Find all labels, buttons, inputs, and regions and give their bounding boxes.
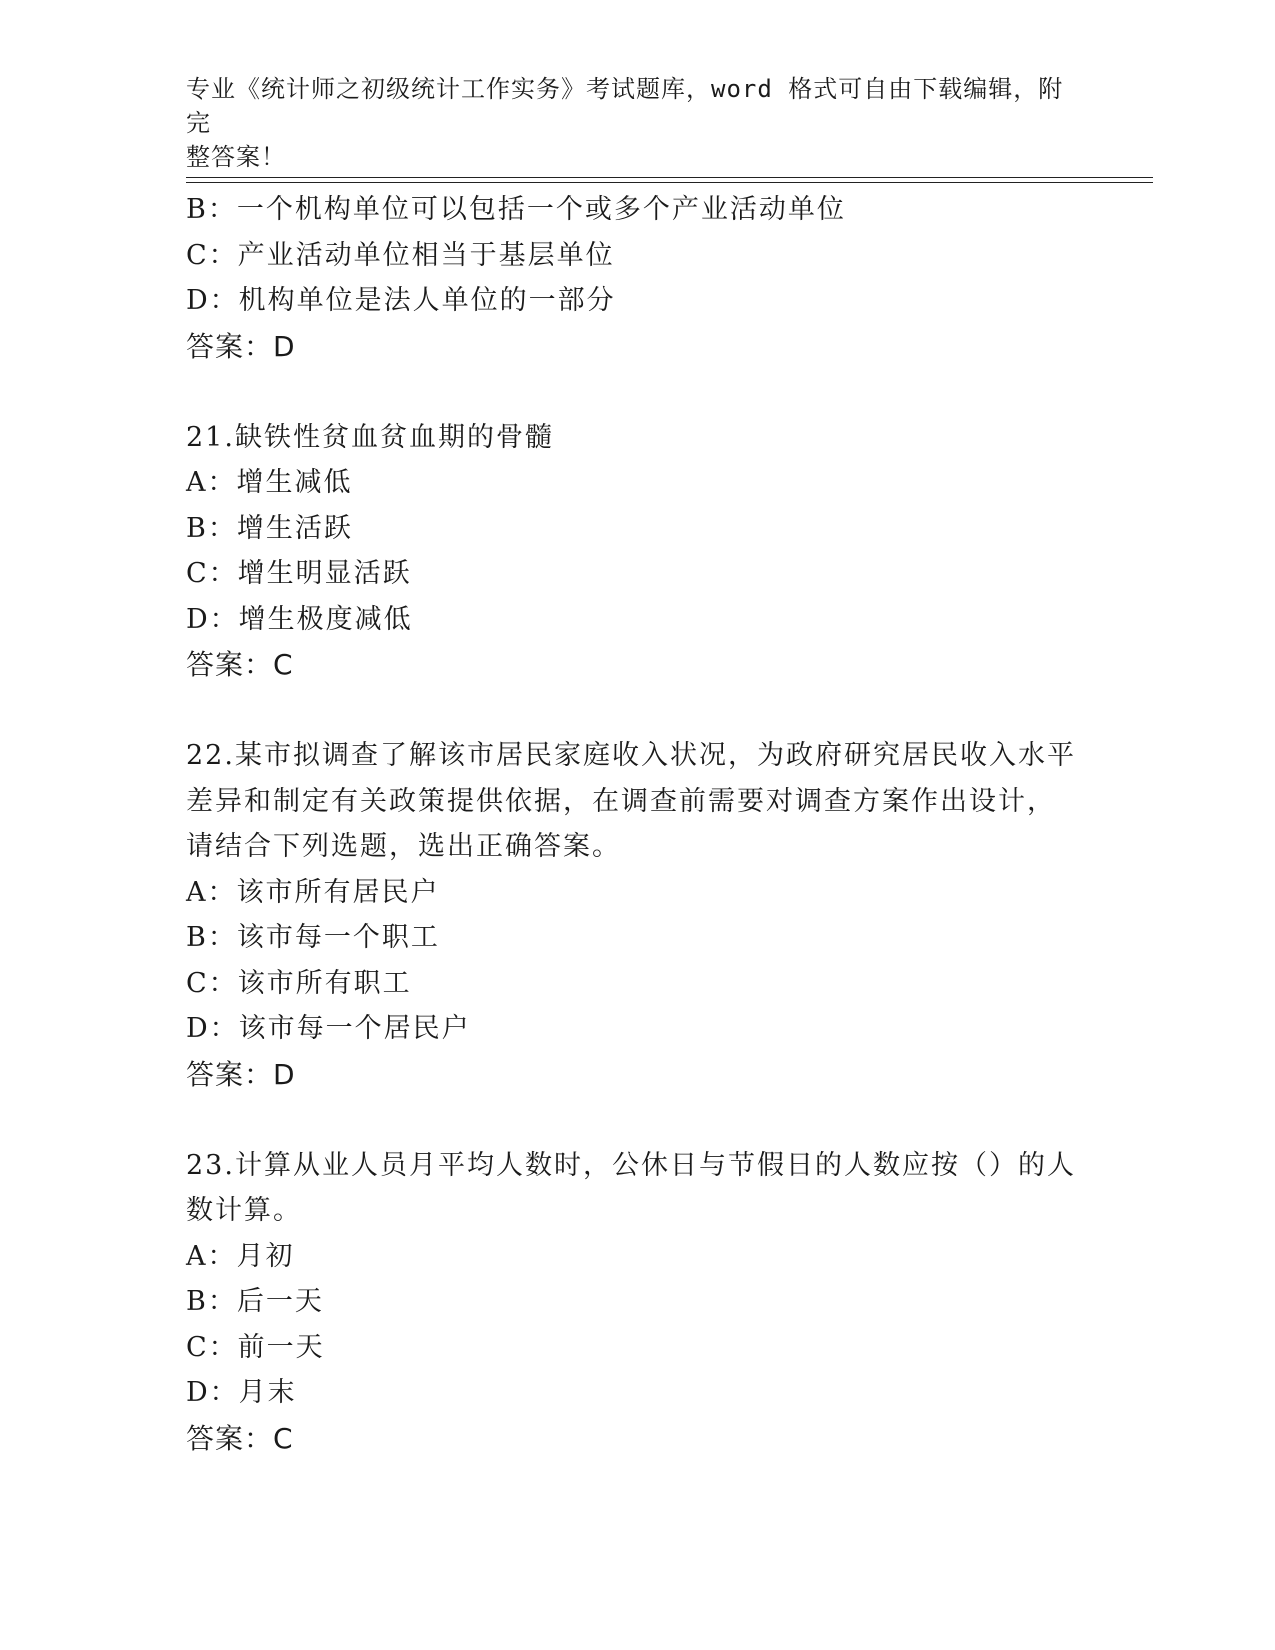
option-b: B：该市每一个职工 [186,922,440,953]
document-content [186,187,1086,1461]
answer: 答案：D [186,329,296,363]
spacer [186,369,1086,415]
option-c: C：前一天 [186,1331,325,1363]
header-rule-bottom [186,182,1153,183]
answer: 答案：D [186,1057,296,1091]
question-22 [186,733,1086,1097]
option-d: D：机构单位是法人单位的一部分 [186,285,616,316]
option-b: B：一个机构单位可以包括一个或多个产业活动单位 [186,194,846,225]
option-c: C：该市所有职工 [186,967,412,999]
answer: 答案：C [186,648,294,681]
prev-question [186,187,1086,369]
question-21 [186,415,1086,688]
option-d: D：增生极度减低 [186,603,413,635]
option-d: D：月末 [186,1377,297,1408]
option-d: D：该市每一个居民户 [186,1013,471,1044]
question-stem: 差异和制定有关政策提供依据，在调查前需要对调查方案作出设计， [186,785,1056,817]
document-header [186,72,1086,174]
question-stem: 数计算。 [186,1195,302,1226]
header-line-2: 整答案！ [186,143,286,171]
option-a: A：该市所有居民户 [186,876,440,908]
question-stem: 22.某市拟调查了解该市居民家庭收入状况，为政府研究居民收入水平 [186,740,1076,771]
spacer [186,1097,1086,1143]
question-stem: 23.计算从业人员月平均人数时，公休日与节假日的人数应按（）的人 [186,1149,1076,1181]
question-stem: 请结合下列选题，选出正确答案。 [186,831,621,862]
option-b: B：增生活跃 [186,512,353,544]
answer: 答案：C [186,1421,294,1455]
option-a: A：月初 [186,1240,295,1272]
option-c: C：增生明显活跃 [186,558,412,589]
question-stem: 21.缺铁性贫血贫血期的骨髓 [186,421,554,453]
option-c: C：产业活动单位相当于基层单位 [186,239,615,271]
question-23 [186,1143,1086,1462]
option-b: B：后一天 [186,1286,324,1317]
spacer [186,688,1086,734]
option-a: A：增生减低 [186,467,353,498]
header-rule-top [186,177,1153,178]
header-line-1: 专业《统计师之初级统计工作实务》考试题库，word 格式可自由下载编辑，附完 [186,75,1064,137]
